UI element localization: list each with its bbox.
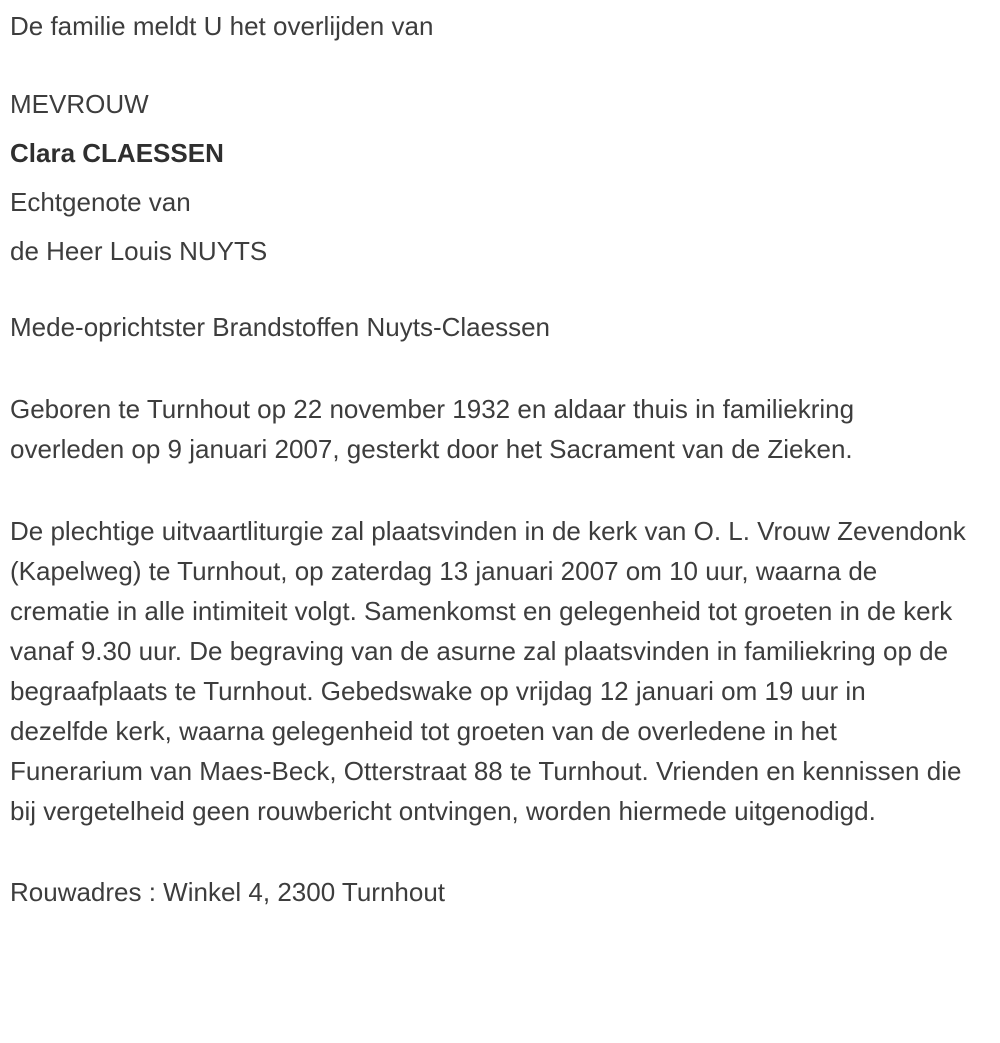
spouse-name: de Heer Louis NUYTS: [10, 236, 268, 266]
birth-death-paragraph: Geboren te Turnhout op 22 november 1932 en aldaar thuis in familiekring overleden op 9 januari 2007, gesterkt door het Sacrament van de Zieken.: [10, 394, 855, 464]
role-line: Mede-oprichtster Brandstoffen Nuyts-Claessen: [10, 312, 550, 342]
mourning-address-line: Rouwadres : Winkel 4, 2300 Turnhout: [10, 877, 446, 907]
deceased-name: Clara CLAESSEN: [10, 138, 224, 168]
relation-line: Echtgenote van: [10, 187, 191, 217]
funeral-details-paragraph: De plechtige uitvaartliturgie zal plaatsvinden in de kerk van O. L. Vrouw Zevendonk (Kapelweg) te Turnhout, op zaterdag 13 januari 2007 om 10 uur, waarna de crematie in alle intimiteit volgt. Samenkomst en gelegenheid tot groeten in de kerk vanaf 9.30 uur. De begraving van de asurne zal plaatsvinden in familiekring op de begraafplaats te Turnhout. Gebedswake op vrijdag 12 januari om 19 uur in dezelfde kerk, waarna gelegenheid tot groeten van de overledene in het Funerarium van Maes-Beck, Otterstraat 88 te Turnhout. Vrienden en kennissen die bij vergetelheid geen rouwbericht ontvingen, worden hiermede uitgenodigd.: [10, 516, 966, 826]
salutation-line: MEVROUW: [10, 89, 149, 119]
deceased-header: [10, 80, 968, 276]
intro-line: De familie meldt U het overlijden van: [10, 11, 434, 41]
